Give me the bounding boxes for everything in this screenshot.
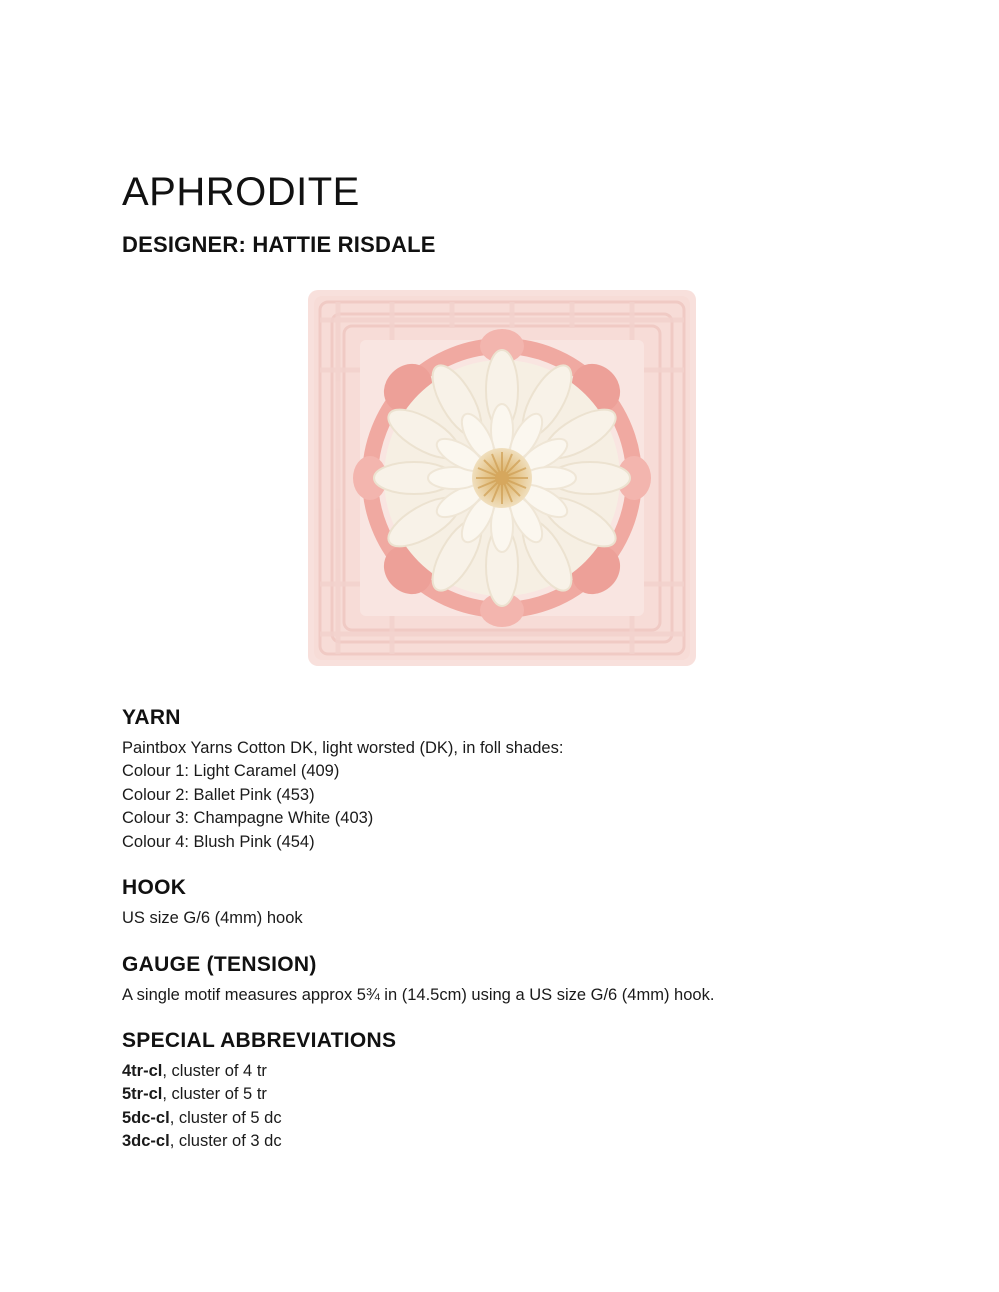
crochet-square-motif-photo [302,284,702,672]
gauge-heading: GAUGE (TENSION) [122,952,317,976]
motif-illustration [302,284,702,672]
abbreviation-definition: , cluster of 5 dc [169,1108,282,1127]
designer-credit: DESIGNER: HATTIE RISDALE [122,232,436,257]
yarn-line: Paintbox Yarns Cotton DK, light worsted (DK), in foll shades: [122,739,564,757]
abbreviation-item [122,1107,882,1130]
page-title: APHRODITE [122,170,360,214]
abbreviation-definition: , cluster of 4 tr [162,1061,267,1080]
section-special-abbreviations [122,1029,882,1154]
abbreviation-item [122,1083,882,1106]
yarn-line: Colour 1: Light Caramel (409) [122,762,340,781]
hook-heading: HOOK [122,876,187,900]
motif-figure [122,284,882,672]
abbreviation-term: 4tr-cl [122,1061,163,1080]
abbreviation-item [122,1130,882,1153]
document-content [122,170,882,1176]
section-yarn [122,706,882,854]
yarn-line: Colour 3: Champagne White (403) [122,809,374,828]
yarn-line: Colour 2: Ballet Pink (453) [122,785,315,804]
gauge-line: A single motif measures approx 5¾ in (14.5cm) using a US size G/6 (4mm) hook. [122,985,715,1004]
abbreviation-definition: , cluster of 3 dc [169,1132,282,1151]
abbreviation-item [122,1060,882,1083]
abbreviation-definition: , cluster of 5 tr [162,1085,267,1104]
abbreviation-term: 5dc-cl [122,1108,170,1127]
abbreviation-term: 3dc-cl [122,1132,170,1151]
special-abbreviations-heading: SPECIAL ABBREVIATIONS [122,1028,397,1052]
hook-line: US size G/6 (4mm) hook [122,909,303,928]
yarn-line: Colour 4: Blush Pink (454) [122,832,315,851]
section-gauge [122,953,882,1007]
abbreviation-term: 5tr-cl [122,1085,163,1104]
yarn-heading: YARN [122,706,181,729]
section-hook [122,876,882,930]
